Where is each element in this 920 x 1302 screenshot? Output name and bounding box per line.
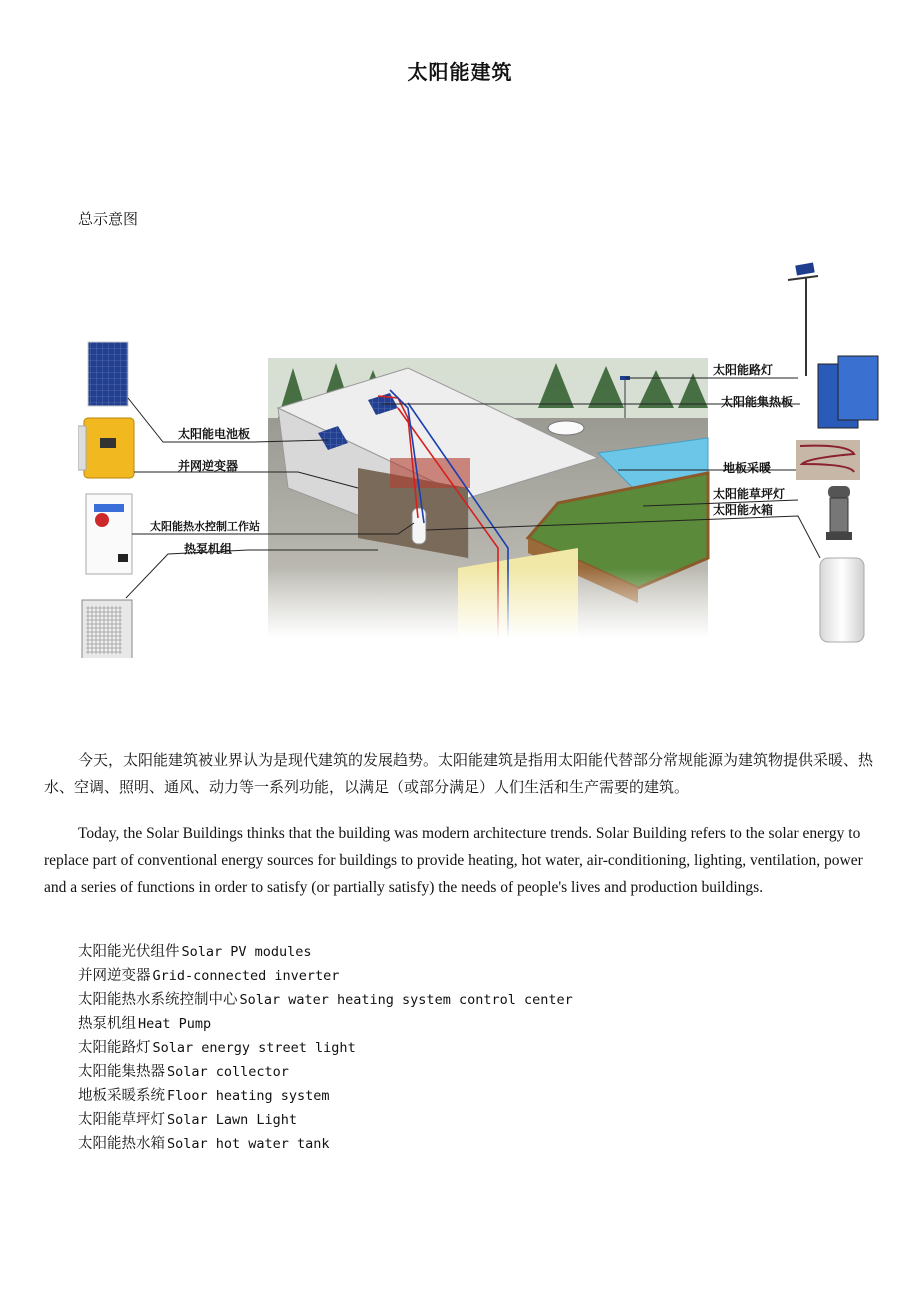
list-item: 热泵机组 Heat Pump <box>78 1016 212 1032</box>
list-item: 太阳能草坪灯 Solar Lawn Light <box>78 1112 298 1128</box>
label-street-light: 太阳能路灯 <box>713 363 774 377</box>
list-item: 地板采暖系统 Floor heating system <box>78 1088 330 1104</box>
list-item: 太阳能集热器 Solar collector <box>78 1064 289 1080</box>
list-item: 太阳能路灯 Solar energy street light <box>78 1040 356 1056</box>
label-pv-panel: 太阳能电池板 <box>178 427 251 441</box>
label-collector: 太阳能集热板 <box>721 395 794 409</box>
street-light-icon <box>788 263 818 376</box>
list-item: 太阳能热水系统控制中心 Solar water heating system control center <box>78 992 573 1008</box>
heat-pump-icon <box>82 600 132 658</box>
control-station-icon <box>86 494 132 574</box>
paragraph-chinese: 今天，太阳能建筑被业界认为是现代建筑的发展趋势。太阳能建筑是指用太阳能代替部分常规能源为建筑物提供采暖、热水、空调、照明、通风、动力等一系列功能，以满足（或部分满足）人们生活和生产需要的建筑。 <box>44 751 874 796</box>
solar-building-diagram <box>78 258 888 658</box>
diagram-svg <box>78 258 888 658</box>
page-title: 太阳能建筑 <box>407 60 513 84</box>
house-scene <box>268 358 708 638</box>
solar-collector-icon <box>818 356 878 428</box>
list-item: 太阳能热水箱 Solar hot water tank <box>78 1136 330 1152</box>
list-item: 太阳能光伏组件 Solar PV modules <box>78 944 312 960</box>
pv-panel-icon <box>88 342 128 406</box>
inverter-icon <box>78 418 134 478</box>
label-control-station: 太阳能热水控制工作站 <box>150 520 260 533</box>
water-tank-icon <box>820 558 864 642</box>
label-heat-pump: 热泵机组 <box>184 542 233 556</box>
label-lawn-light: 太阳能草坪灯 <box>713 487 786 501</box>
figure-caption: 总示意图 <box>78 210 139 228</box>
component-list <box>78 940 573 1156</box>
lawn-light-icon <box>826 486 852 540</box>
label-inverter: 并网逆变器 <box>178 459 239 473</box>
label-water-tank: 太阳能水箱 <box>713 503 774 517</box>
paragraph-english: Today, the Solar Buildings thinks that the building was modern architecture trends. Solar Building refers to the solar energy to replace part of conventional energy sources for buildings to provide heating, hot water, air-conditioning, lighting, ventilation, power and a series of functions in order to satisfy (or partially satisfy) the needs of people's lives and production buildings. <box>44 825 863 896</box>
label-floor-heating: 地板采暖 <box>723 461 772 475</box>
list-item: 并网逆变器 Grid-connected inverter <box>78 968 340 984</box>
floor-heating-icon <box>796 440 860 480</box>
